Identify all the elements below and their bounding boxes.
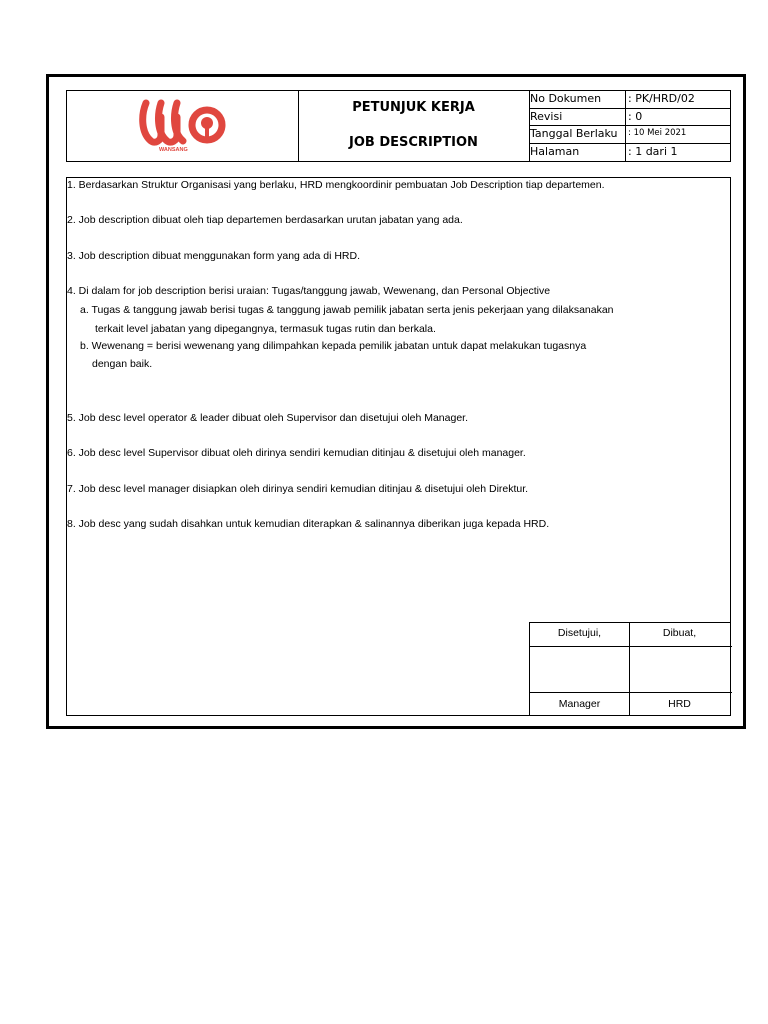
- meta-label: No Dokumen: [529, 91, 626, 108]
- instruction-subitem: b. Wewenang = berisi wewenang yang dilimpahkan kepada pemilik jabatan untuk dapat melakukan tugasnya: [80, 340, 587, 352]
- instruction-item: 2. Job description dibuat oleh tiap departemen berdasarkan urutan jabatan yang ada.: [67, 214, 463, 226]
- instruction-item: 6. Job desc level Supervisor dibuat oleh dirinya sendiri kemudian ditinjau & disetujui oleh manager.: [67, 447, 526, 459]
- meta-label: Tanggal Berlaku: [529, 126, 626, 143]
- instruction-item: 5. Job desc level operator & leader dibuat oleh Supervisor dan disetujui oleh Manager.: [67, 412, 469, 424]
- meta-row-document-number: [529, 91, 731, 109]
- document-meta: [529, 91, 731, 161]
- approved-role: Manager: [558, 698, 601, 710]
- made-label: Dibuat,: [662, 627, 697, 639]
- document-subtitle: JOB DESCRIPTION: [349, 135, 478, 150]
- logo-cell: [67, 91, 299, 161]
- document-title: PETUNJUK KERJA: [352, 100, 475, 115]
- meta-row-effective-date: [529, 126, 731, 144]
- signature-row-divider: [530, 646, 732, 647]
- meta-row-page: [529, 144, 731, 162]
- instruction-subitem: a. Tugas & tanggung jawab berisi tugas & tanggung jawab pemilik jabatan serta jenis pekerjaan yang dilaksanakan: [80, 304, 614, 316]
- meta-value: : 0: [628, 109, 643, 123]
- title-cell: [298, 91, 530, 161]
- instruction-item: 1. Berdasarkan Struktur Organisasi yang berlaku, HRD mengkoordinir pembuatan Job Description tiap departemen.: [67, 179, 605, 191]
- meta-value: : 1 dari 1: [628, 144, 678, 158]
- meta-value: : 10 Mei 2021: [628, 128, 687, 138]
- signature-table: [529, 622, 731, 715]
- meta-value: : PK/HRD/02: [628, 92, 695, 105]
- instruction-item: 8. Job desc yang sudah disahkan untuk kemudian diterapkan & salinannya diberikan juga kepada HRD.: [67, 518, 550, 530]
- signature-row-divider: [530, 692, 732, 693]
- meta-label: Halaman: [529, 144, 626, 162]
- instruction-item: 4. Di dalam for job description berisi uraian: Tugas/tanggung jawab, Wewenang, dan Personal Objective: [67, 285, 551, 297]
- meta-label: Revisi: [529, 109, 626, 126]
- company-logo: [139, 97, 229, 155]
- meta-row-revision: [529, 109, 731, 127]
- content-box: [66, 177, 731, 716]
- made-role: HRD: [668, 698, 691, 710]
- instruction-item: 3. Job description dibuat menggunakan form yang ada di HRD.: [67, 250, 361, 262]
- logo-text: WANSANG: [159, 147, 188, 153]
- header-table: [66, 90, 731, 162]
- approved-label: Disetujui,: [557, 627, 602, 639]
- instruction-subitem-continuation: dengan baik.: [92, 358, 153, 370]
- instruction-item: 7. Job desc level manager disiapkan oleh dirinya sendiri kemudian ditinjau & disetujui oleh Direktur.: [67, 483, 529, 495]
- instruction-subitem-continuation: terkait level jabatan yang dipegangnya, termasuk tugas rutin dan berkala.: [95, 323, 436, 335]
